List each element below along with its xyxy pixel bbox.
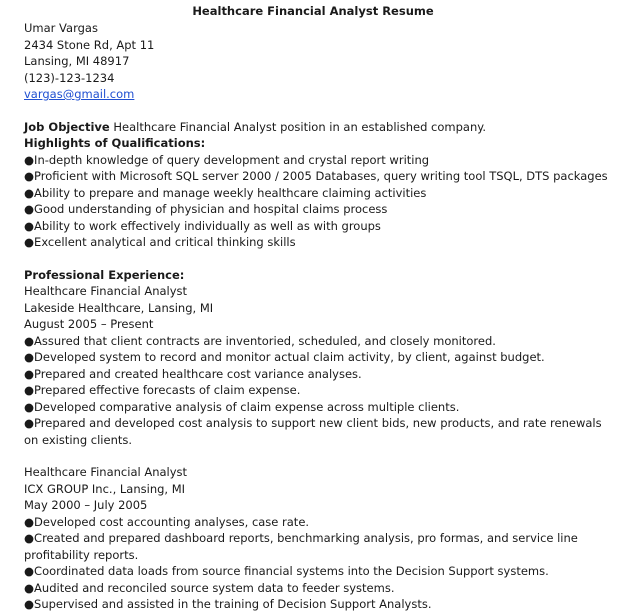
bullet-text: Ability to prepare and manage weekly healthcare claiming activities [34, 185, 427, 200]
resume-document [24, 3, 614, 613]
job-dates: August 2005 – Present [24, 317, 154, 331]
job-company: Lakeside Healthcare, Lansing, MI [24, 300, 214, 315]
bullet-text: Developed comparative analysis of claim expense across multiple clients. [34, 399, 460, 414]
bullet-text: Developed cost accounting analyses, case rate. [34, 514, 310, 529]
bullet-icon: ● [24, 399, 35, 414]
bullet-icon: ● [24, 564, 35, 578]
contact-address-line2: Lansing, MI 48917 [24, 54, 130, 68]
bullet-text: Supervised and assisted in the training of Decision Support Analysts. [34, 597, 432, 611]
highlights-list [24, 152, 614, 251]
bullet-text: Coordinated data loads from source financial systems into the Decision Support systems. [34, 564, 549, 578]
document-title: Healthcare Financial Analyst Resume [192, 4, 434, 18]
bullet-icon: ● [24, 383, 35, 397]
bullet-text: Prepared and developed cost analysis to support new client bids, new products, and rate renewals on existing clients. [24, 416, 602, 447]
bullet-icon: ● [24, 366, 35, 381]
objective-text: Healthcare Financial Analyst position in an established company. [109, 119, 487, 134]
bullet-text: Good understanding of physician and hospital claims process [34, 202, 388, 216]
bullet-text: Prepared and created healthcare cost variance analyses. [34, 366, 362, 381]
objective-label: Job Objective [24, 119, 110, 134]
bullet-icon: ● [24, 531, 35, 545]
job-title: Healthcare Financial Analyst [24, 465, 188, 479]
bullet-text: Audited and reconciled source system data to feeder systems. [34, 580, 395, 595]
bullet-icon: ● [24, 169, 35, 183]
bullet-icon: ● [24, 597, 35, 611]
job-title: Healthcare Financial Analyst [24, 284, 188, 298]
spacer [24, 448, 614, 464]
bullet-text: Assured that client contracts are inventoried, scheduled, and closely monitored. [34, 333, 496, 348]
bullet-text: Ability to work effectively individually as well as with groups [34, 218, 381, 233]
contact-address-line1: 2434 Stone Rd, Apt 11 [24, 37, 155, 52]
bullet-item [24, 596, 614, 613]
bullet-item [24, 415, 614, 448]
bullet-icon: ● [24, 202, 35, 216]
bullet-text: Proficient with Microsoft SQL server 2000 / 2005 Databases, query writing tool TSQL, DTS packages [34, 169, 608, 183]
bullet-text: Excellent analytical and critical thinking skills [34, 235, 296, 249]
bullet-item [24, 514, 614, 531]
highlights-heading: Highlights of Qualifications: [24, 136, 206, 150]
bullet-icon: ● [24, 416, 35, 430]
job-duties-list [24, 333, 614, 449]
bullet-text: Prepared effective forecasts of claim expense. [34, 383, 301, 397]
jobs-container [24, 283, 614, 613]
bullet-item [24, 185, 614, 202]
bullet-item [24, 366, 614, 383]
bullet-item [24, 333, 614, 350]
spacer [24, 103, 614, 119]
bullet-item [24, 580, 614, 597]
bullet-item [24, 201, 614, 218]
experience-heading: Professional Experience: [24, 267, 185, 282]
bullet-text: In-depth knowledge of query development and crystal report writing [34, 152, 430, 167]
spacer [24, 251, 614, 267]
job-duties-list [24, 514, 614, 613]
bullet-item [24, 530, 614, 563]
bullet-item [24, 563, 614, 580]
bullet-text: Developed system to record and monitor actual claim activity, by client, against budget. [34, 350, 545, 364]
job-objective [24, 119, 614, 136]
bullet-icon: ● [24, 218, 35, 233]
contact-phone: (123)-123-1234 [24, 70, 115, 85]
contact-email-link[interactable]: vargas@gmail.com [24, 87, 135, 101]
job-company: ICX GROUP Inc., Lansing, MI [24, 481, 186, 496]
bullet-icon: ● [24, 185, 35, 200]
bullet-text: Created and prepared dashboard reports, benchmarking analysis, pro formas, and service line profitability reports. [24, 531, 578, 562]
contact-name: Umar Vargas [24, 21, 98, 35]
bullet-icon: ● [24, 152, 35, 167]
bullet-item [24, 382, 614, 399]
job-entry [24, 464, 614, 613]
bullet-icon: ● [24, 333, 35, 348]
bullet-item [24, 152, 614, 169]
bullet-icon: ● [24, 580, 35, 595]
bullet-item [24, 218, 614, 235]
bullet-item [24, 349, 614, 366]
bullet-icon: ● [24, 235, 35, 249]
bullet-icon: ● [24, 514, 35, 529]
bullet-item [24, 234, 614, 251]
job-dates: May 2000 – July 2005 [24, 498, 148, 512]
bullet-item [24, 399, 614, 416]
job-entry [24, 283, 614, 448]
bullet-icon: ● [24, 350, 35, 364]
bullet-item [24, 168, 614, 185]
